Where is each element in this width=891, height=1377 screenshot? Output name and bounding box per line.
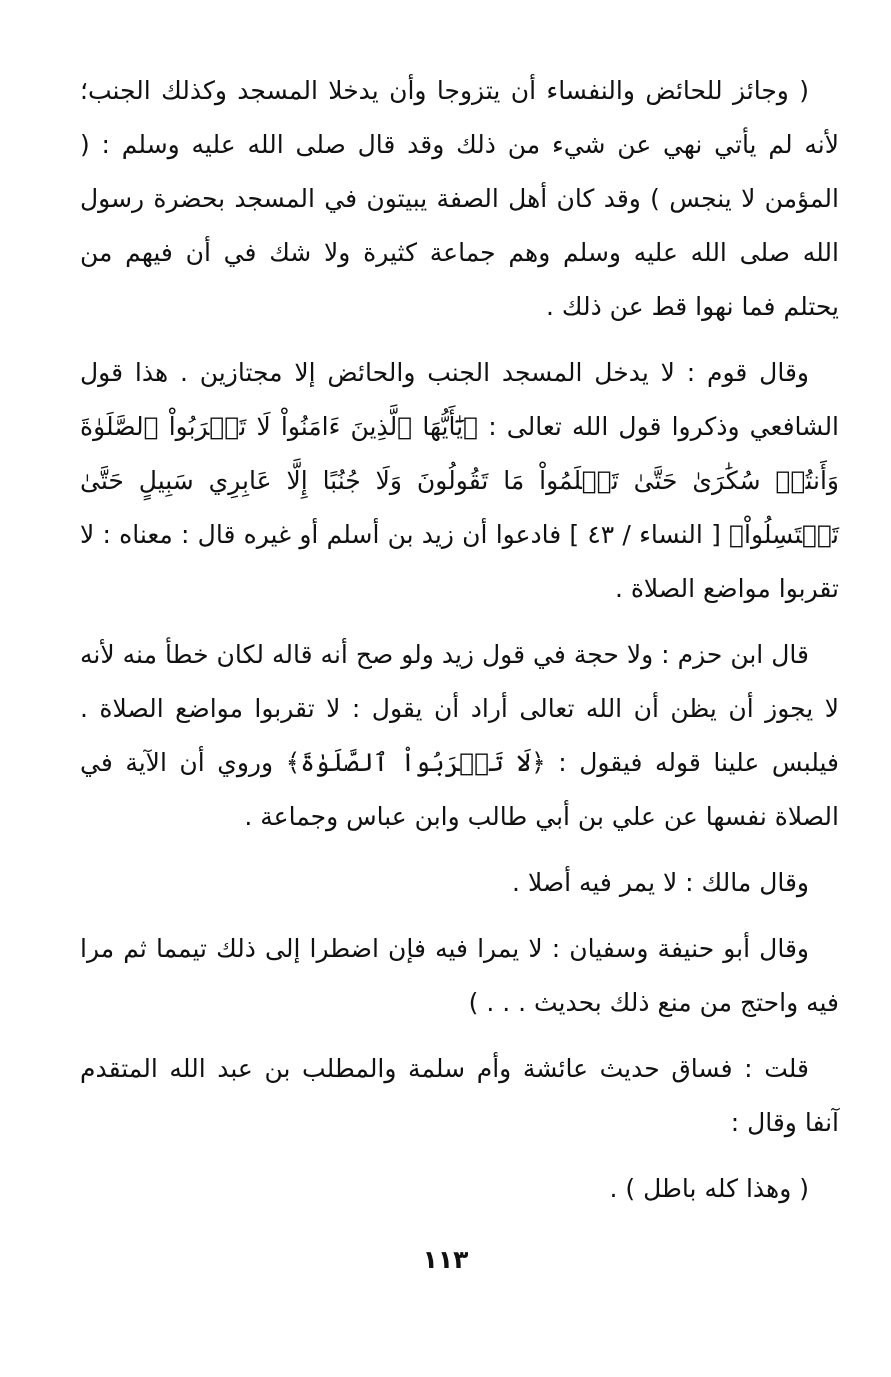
paragraph-text-start: قال ابن حزم : ولا حجة في قول زيد ولو صح أنه قاله لكان خطأ منه لأنه لا يجوز أن يظن أن الله تعالى أراد أن يقول : لا تقربوا مواضع الصلاة . فيلبس علينا قوله فيقول : bbox=[80, 640, 840, 777]
paragraph-text: وقال مالك : لا يمر فيه أصلا . bbox=[512, 868, 809, 897]
paragraph-text: قلت : فساق حديث عائشة وأم سلمة والمطلب بن عبد الله المتقدم آنفا وقال : bbox=[80, 1054, 839, 1137]
paragraph-text: وقال أبو حنيفة وسفيان : لا يمرا فيه فإن اضطرا إلى ذلك تيمما ثم مرا فيه واحتج من منع ذلك بحديث . . . ) bbox=[80, 934, 839, 1017]
paragraph-author-comment bbox=[80, 1042, 839, 1150]
paragraph-shafii-opinion bbox=[80, 346, 839, 616]
body-text bbox=[80, 64, 839, 1216]
paragraph-ibn-hazm-reply bbox=[80, 628, 839, 844]
paragraph-text: ( وهذا كله باطل ) . bbox=[609, 1174, 809, 1203]
quran-verse-nisa-43: ﴿يَٰٓأَيُّهَا ٱلَّذِينَ ءَامَنُواْ لَا تَقۡرَبُواْ ٱلصَّلَوٰةَ وَأَنتُمۡ سُكَٰرَىٰ حَتَّىٰ تَعۡلَمُواْ مَا تَقُولُونَ وَلَا جُنُبًا إِلَّا عَابِرِي سَبِيلٍ حَتَّىٰ تَغۡتَسِلُواْ﴾ bbox=[80, 412, 839, 549]
paragraph-malik-opinion bbox=[80, 856, 839, 910]
paragraph-permission-mosque bbox=[80, 64, 839, 334]
paragraph-conclusion bbox=[80, 1162, 839, 1216]
quran-verse-excerpt: ﴿لَا تَقۡرَبُواْ ٱلصَّلَوٰةَ﴾ bbox=[285, 748, 546, 777]
page-number: ١١٣ bbox=[422, 1245, 469, 1274]
paragraph-text-end: وروي أن الآية في الصلاة نفسها عن علي بن أبي طالب وابن عباس وجماعة . bbox=[80, 748, 839, 831]
paragraph-abu-hanifa-opinion bbox=[80, 922, 839, 1030]
paragraph-text-start: وقال قوم : لا يدخل المسجد الجنب والحائض إلا مجتازين . هذا قول الشافعي وذكروا قول الله تعالى : bbox=[80, 358, 840, 441]
paragraph-text-end: [ النساء / ٤٣ ] فادعوا أن زيد بن أسلم أو غيره قال : معناه : لا تقربوا مواضع الصلاة . bbox=[80, 520, 839, 603]
paragraph-text: ( وجائز للحائض والنفساء أن يتزوجا وأن يدخلا المسجد وكذلك الجنب؛ لأنه لم يأتي نهي عن شيء من ذلك وقد قال صلى الله عليه وسلم : ( المؤمن لا ينجس ) وقد كان أهل الصفة يبيتون في المسجد بحضرة رسول الله صلى الله عليه وسلم وهم جماعة كثيرة ولا شك في أن فيهم من يحتلم فما نهوا قط عن ذلك . bbox=[80, 76, 839, 321]
